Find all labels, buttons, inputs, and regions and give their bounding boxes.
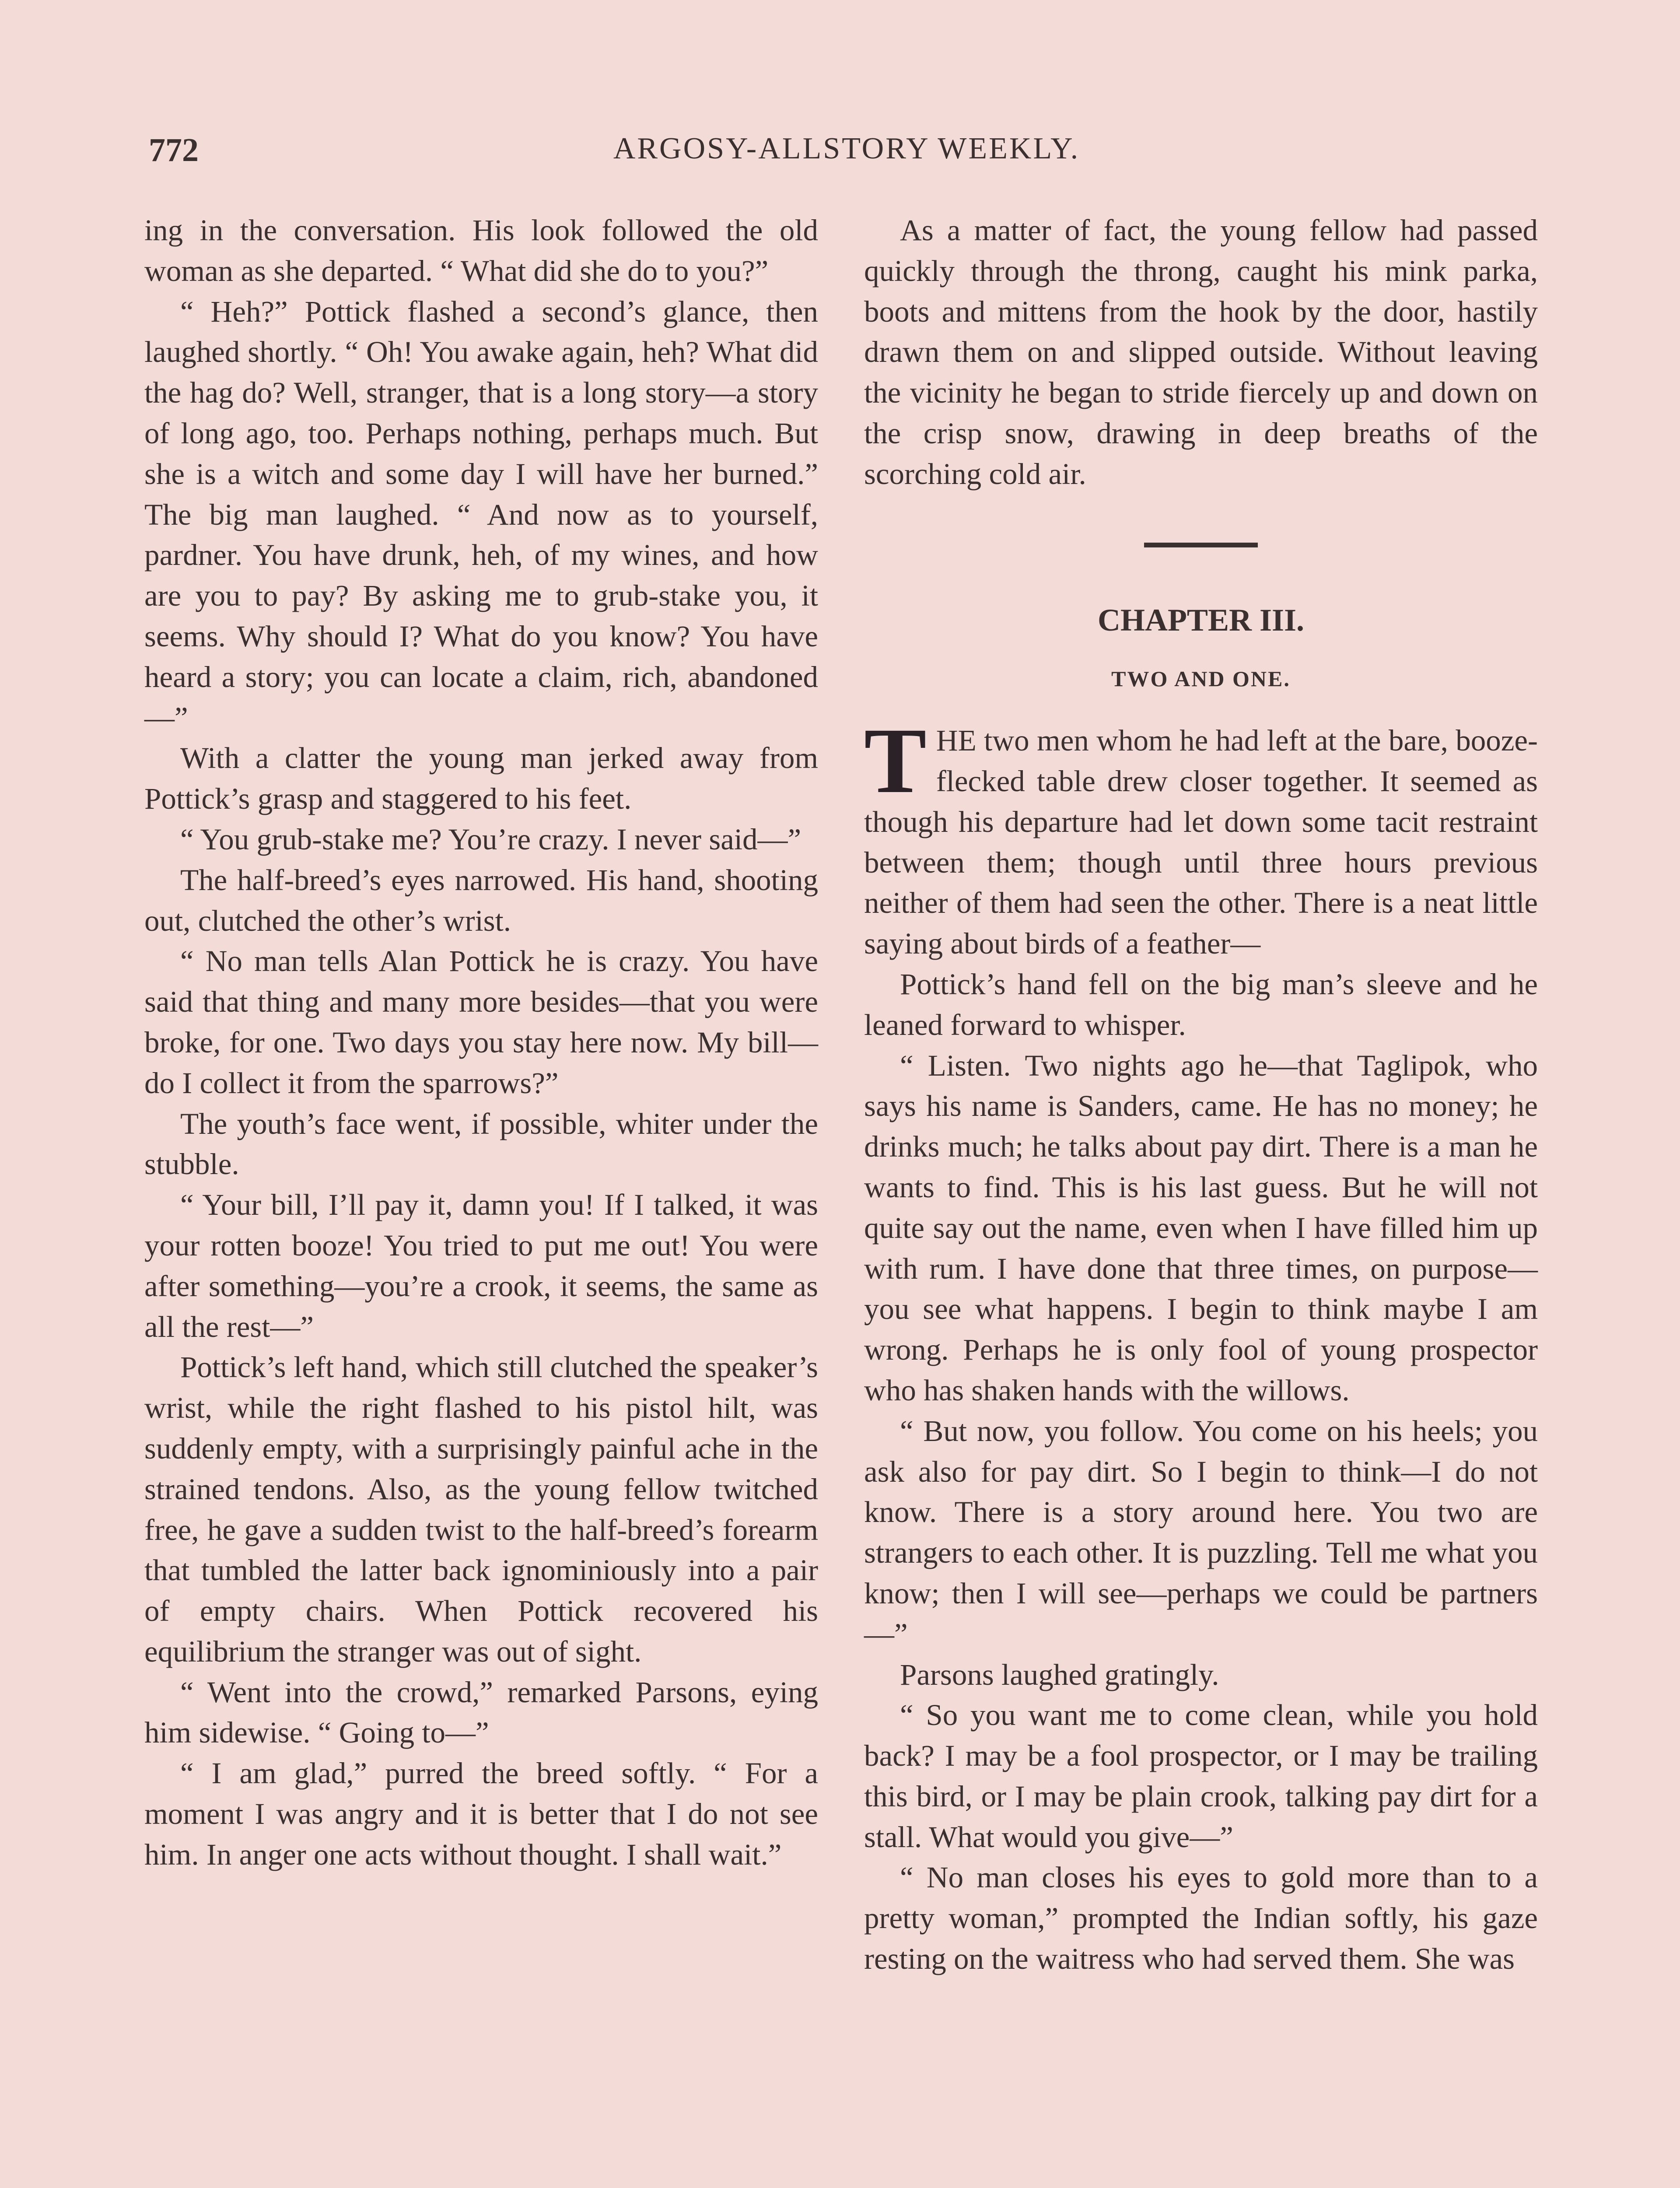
paragraph: The half-breed’s eyes narrowed. His hand, shooting out, clutched the other’s wrist. bbox=[144, 863, 818, 937]
paragraph: “ You grub-stake me? You’re crazy. I never said—” bbox=[180, 822, 802, 856]
paragraph: ing in the conversation. His look followed the old woman as she departed. “ What did she do to you?” bbox=[144, 214, 818, 288]
paragraph: “ Your bill, I’ll pay it, damn you! If I talked, it was your rotten booze! You tried to put me out! You were after something—you’re a crook, it seems, the same as all the rest—” bbox=[144, 1188, 818, 1343]
page-number: 772 bbox=[149, 132, 199, 168]
paragraph: “ I am glad,” purred the breed softly. “ For a moment I was angry and it is better that I do not see him. In anger one acts without thought. I shall wait.” bbox=[144, 1757, 818, 1871]
paragraph: “ Listen. Two nights ago he—that Taglipok, who says his name is Sanders, came. He has no money; he drinks much; he talks about pay dirt. There is a man he wants to find. This is his last guess. But he will not quite say out the name, even when I have filled him up with rum. I have done that three times, on purpose—you see what happens. I begin to think maybe I am wrong. Perhaps he is only fool of young prospector who has shaken hands with the willows. bbox=[864, 1048, 1538, 1407]
drop-cap: T bbox=[864, 709, 927, 813]
chapter-title: CHAPTER III. bbox=[1097, 602, 1305, 638]
chapter-subtitle: TWO AND ONE. bbox=[1111, 666, 1291, 691]
paragraph: Pottick’s hand fell on the big man’s sleeve and he leaned forward to whisper. bbox=[864, 967, 1538, 1041]
left-column bbox=[144, 210, 818, 1875]
paragraph: “ Went into the crowd,” remarked Parsons, eying him sidewise. “ Going to—” bbox=[144, 1675, 818, 1750]
paragraph: “ But now, you follow. You come on his heels; you ask also for pay dirt. So I begin to think—I do not know. There is a story around here. You two are strangers to each other. It is puzzling. Tell me what you know; then I will see—perhaps we could be partners—” bbox=[864, 1414, 1538, 1651]
paragraph: As a matter of fact, the young fellow had passed quickly through the throng, caught his mink parka, boots and mittens from the hook by the door, hastily drawn them on and slipped outside. Without leaving the vicinity he began to stride fiercely up and down on the crisp snow, drawing in deep breaths of the scorching cold air. bbox=[864, 214, 1538, 491]
paragraph: “ No man tells Alan Pottick he is crazy. You have said that thing and many more besides—that you were broke, for one. Two days you stay here now. My bill—do I collect it from the sparrows?” bbox=[144, 944, 818, 1100]
chapter-opening-paragraph bbox=[864, 709, 1538, 964]
opening-text: HE two men whom he had left at the bare, booze-flecked table drew closer together. It seemed as though his departure had let down some tacit restraint between them; though until three hours previous neither of them had seen the other. There is a neat little saying about birds of a feather— bbox=[864, 724, 1538, 961]
paragraph: “ So you want me to come clean, while you hold back? I may be a fool prospector, or I may be trailing this bird, or I may be plain crook, talking pay dirt for a stall. What would you give—” bbox=[864, 1698, 1538, 1854]
paragraph: Pottick’s left hand, which still clutched the speaker’s wrist, while the right flashed to his pistol hilt, was suddenly empty, with a surprisingly painful ache in the strained tendons. Also, as the young fellow twitched free, he gave a sudden twist to the half-breed’s forearm that tumbled the latter back ignominiously into a pair of empty chairs. When Pottick recovered his equilibrium the stranger was out of sight. bbox=[144, 1350, 818, 1668]
running-head: ARGOSY-ALLSTORY WEEKLY. bbox=[613, 132, 1080, 165]
paragraph: “ No man closes his eyes to gold more than to a pretty woman,” prompted the Indian softly, his gaze resting on the waitress who had served them. She was bbox=[864, 1861, 1538, 1976]
paragraph: Parsons laughed gratingly. bbox=[900, 1658, 1219, 1691]
paragraph: The youth’s face went, if possible, whiter under the stubble. bbox=[144, 1107, 818, 1181]
page-header bbox=[149, 131, 1544, 184]
paragraph: “ Heh?” Pottick flashed a second’s glance, then laughed shortly. “ Oh! You awake again, heh? What did the hag do? Well, stranger, that is a long story—a story of long ago, too. Perhaps nothing, perhaps much. But she is a witch and some day I will have her burned.” The big man laughed. “ And now as to yourself, pardner. You have drunk, heh, of my wines, and how are you to pay? By asking me to grub-stake you, it seems. Why should I? What do you know? You have heard a story; you can locate a claim, rich, abandoned—” bbox=[144, 295, 818, 734]
section-divider bbox=[1144, 543, 1258, 547]
right-column bbox=[864, 210, 1538, 1979]
paragraph: With a clatter the young man jerked away from Pottick’s grasp and staggered to his feet. bbox=[144, 741, 818, 816]
